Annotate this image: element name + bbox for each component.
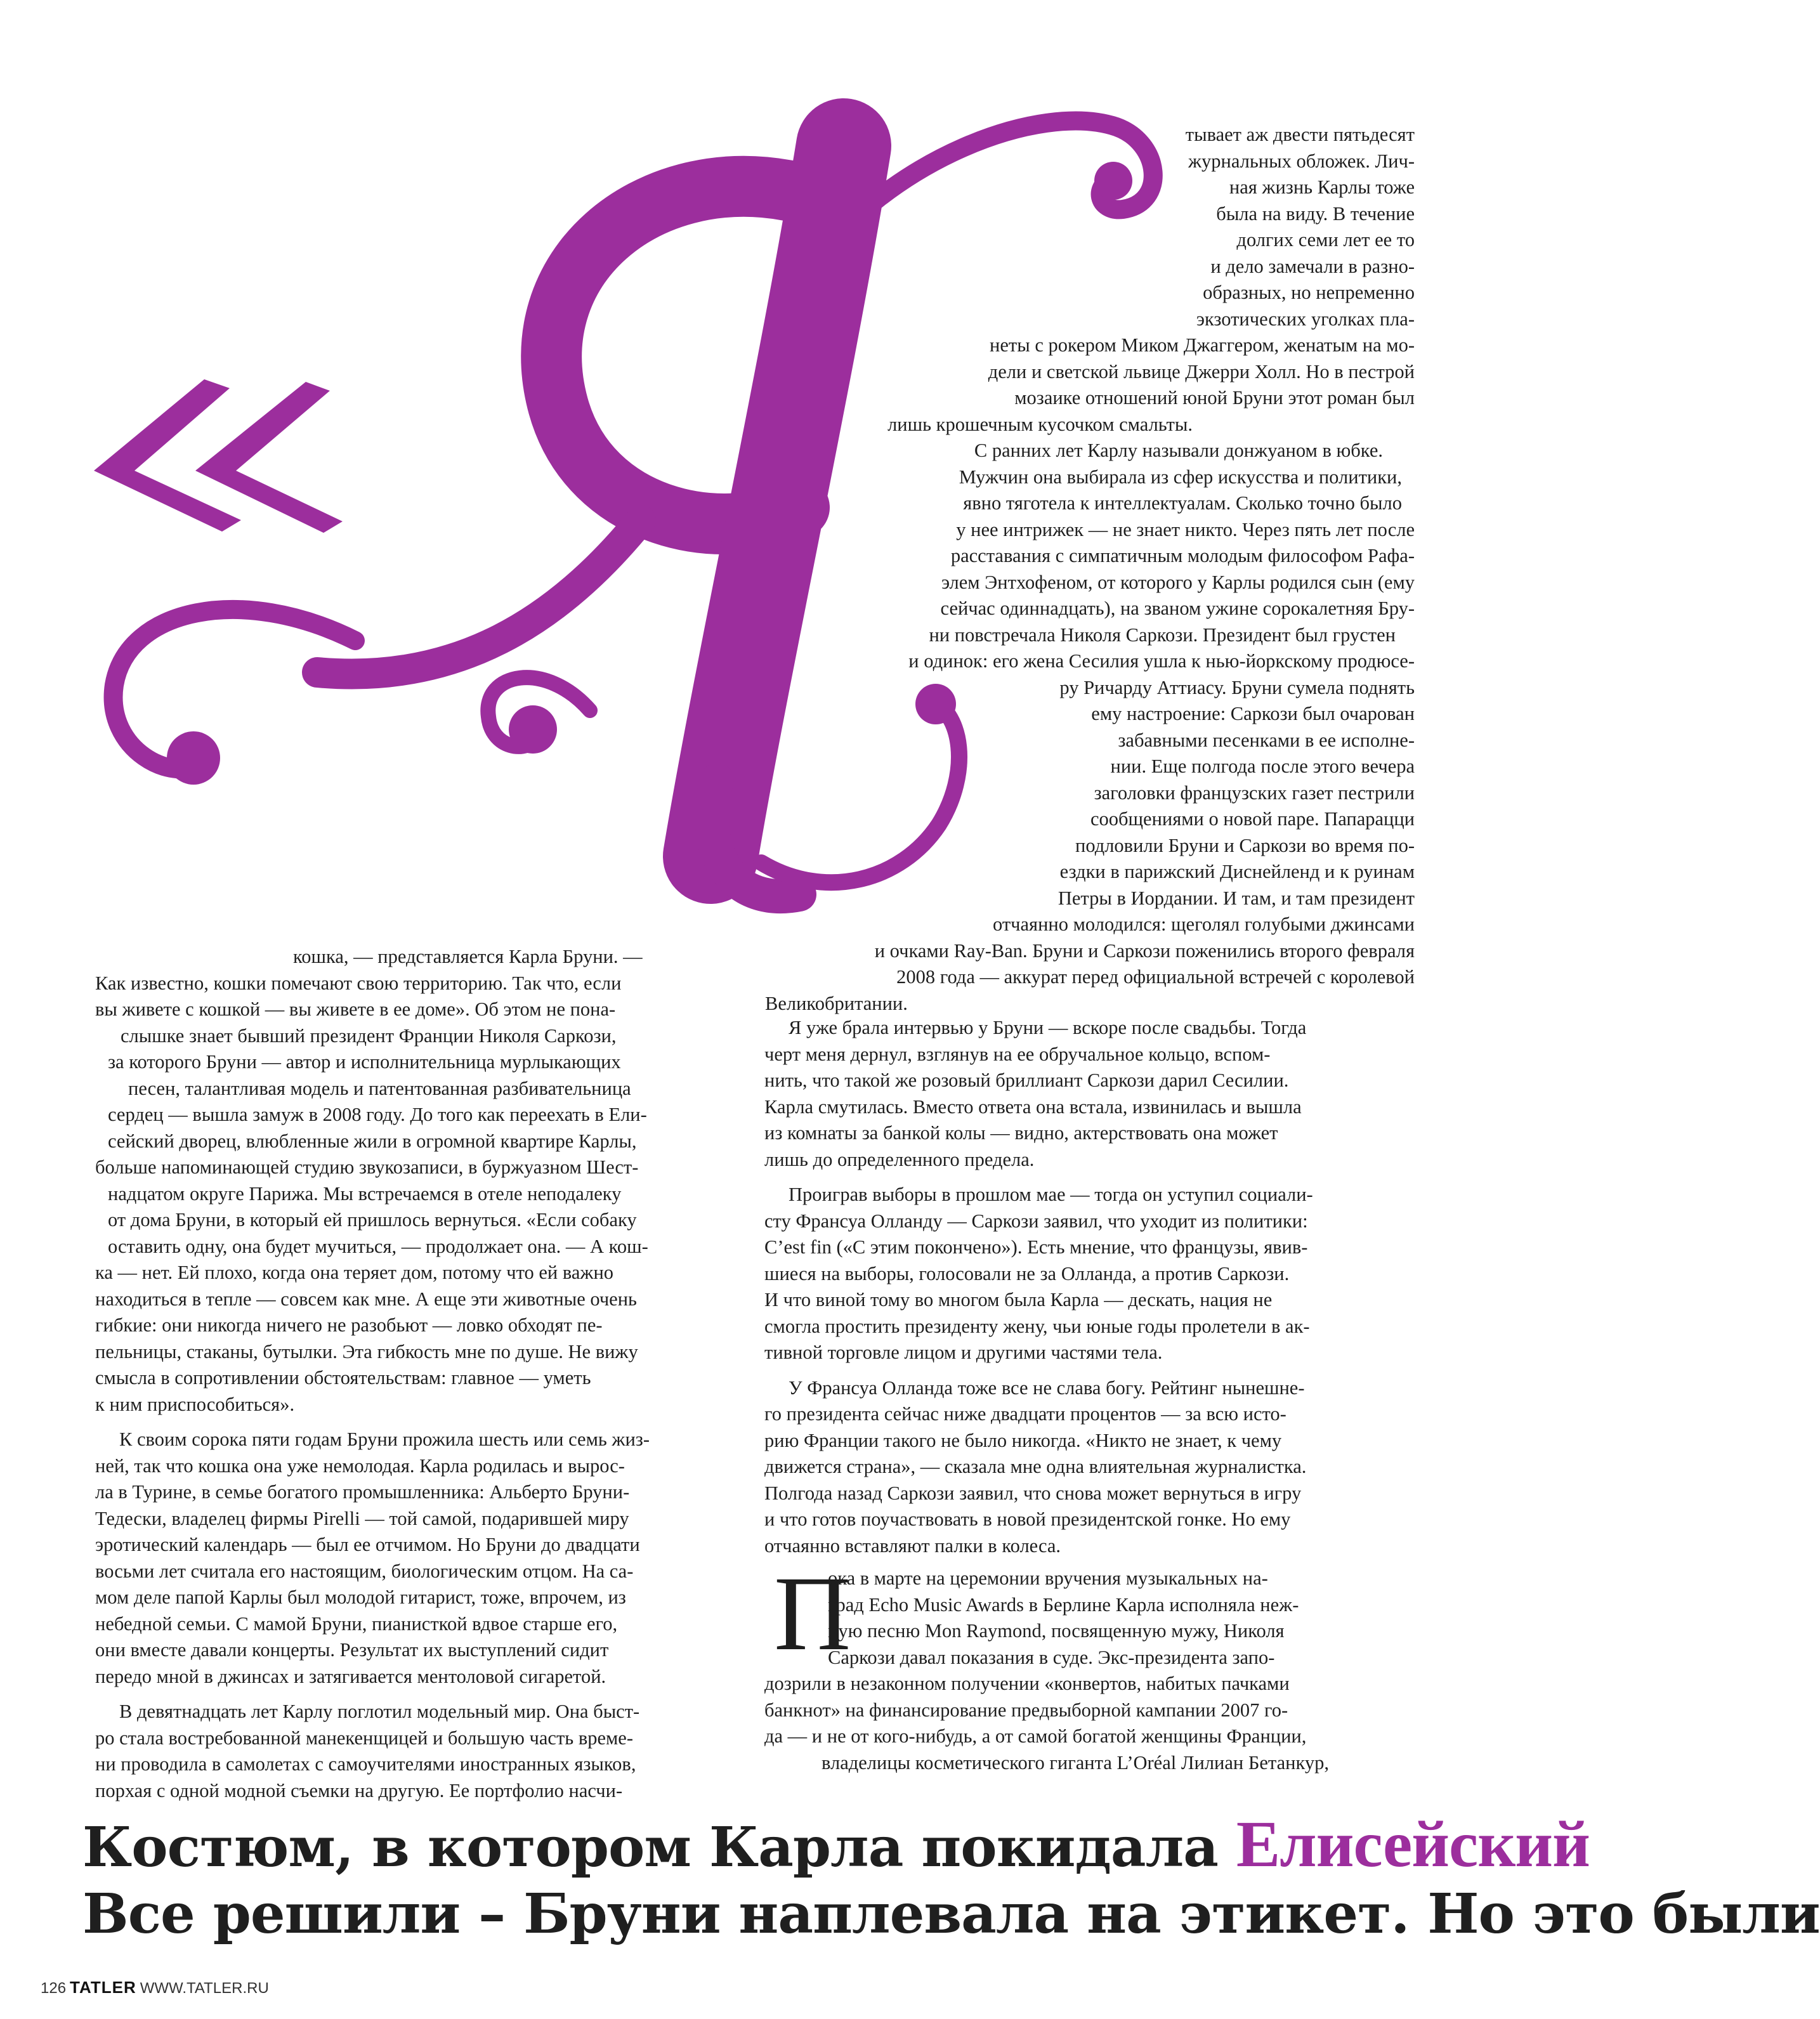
text-line: нии. Еще полгода после этого вечера (1110, 755, 1415, 777)
text-line: сейский дворец, влюбленные жили в огромной квартире Карлы, (108, 1130, 637, 1152)
text-line: из комнаты за банкой колы — видно, актерствовать она может (764, 1122, 1278, 1144)
text-line: сердец — вышла замуж в 2008 году. До того как переехать в Ели- (108, 1104, 647, 1125)
text-line: смогла простить президенту жену, чьи юные годы пролетели в ак- (764, 1315, 1310, 1337)
text-line: сообщениями о новой паре. Папарацци (1090, 808, 1415, 830)
text-line: тивной торговле лицом и другими частями тела. (764, 1342, 1163, 1363)
pull-quote-line-2 (82, 1883, 1820, 1946)
text-line: образных, но непременно (1203, 282, 1415, 303)
text-line: к ним приспособиться». (95, 1393, 295, 1415)
text-line: дели и светской львице Джерри Холл. Но в пестрой (988, 360, 1415, 382)
text-line: град Echo Music Awards в Берлине Карла исполняла неж- (828, 1593, 1299, 1616)
text-line: Саркози давал показания в суде. Экс-президента запо- (828, 1646, 1275, 1668)
text-line: владелицы косметического гиганта L’Oréal Лилиан Бетанкур, (822, 1751, 1329, 1774)
pull-quote-text: Костюм, в котором Карла покидала (82, 1815, 1236, 1879)
pull-quote-line-1 (82, 1808, 1590, 1881)
text-line: лишь крошечным кусочком смальты. (887, 413, 1193, 435)
text-line: элем Энтхофеном, от которого у Карлы родился сын (ему (941, 571, 1415, 593)
text-line: ру Ричарду Аттиасу. Бруни сумела поднять (1059, 676, 1415, 698)
text-line: за которого Бруни — автор и исполнительница мурлыкающих (108, 1051, 621, 1073)
text-line: ка — нет. Ей плохо, когда она теряет дом, потому что ей важно (95, 1262, 614, 1283)
text-line: ней, так что кошка она уже немолодая. Карла родилась и вырос- (95, 1454, 625, 1477)
text-line: отчаянно молодился: щеголял голубыми джинсами (992, 913, 1415, 935)
text-line: ла в Турине, в семье богатого промышленника: Альберто Бруни- (95, 1481, 630, 1503)
column-right-top (730, 122, 1415, 1017)
text-line: расставания с симпатичным молодым философом Рафа- (950, 545, 1415, 566)
text-line: Мужчин она выбирала из сфер искусства и политики, (959, 466, 1402, 488)
text-line: Карла смутилась. Вместо ответа она встала, извинилась и вышла (764, 1095, 1302, 1118)
text-line: восьми лет считала его настоящим, биологическим отцом. На са- (95, 1560, 634, 1582)
dropcap-p: П (774, 1555, 851, 1673)
text-line: небедной семьи. С мамой Бруни, пианисткой вдвое старше его, (95, 1612, 618, 1635)
text-line: банкнот» на финансирование предвыборной кампании 2007 го- (764, 1699, 1288, 1721)
text-line: подловили Бруни и Саркози во время по- (1075, 834, 1415, 856)
text-line: долгих семи лет ее то (1236, 229, 1415, 251)
text-line: передо мной в джинсах и затягивается ментоловой сигаретой. (95, 1665, 606, 1687)
text-line: У Франсуа Олланда тоже все не слава богу. Рейтинг нынешне- (789, 1376, 1305, 1399)
text-line: ро стала востребованной манекенщицей и большую часть време- (95, 1727, 633, 1749)
text-line: эротический календарь — был ее отчимом. Но Бруни до двадцати (95, 1534, 640, 1555)
text-line: явно тяготела к интеллектуалам. Сколько точно было (963, 492, 1402, 514)
text-line: неты с рокером Миком Джаггером, женатым на мо- (990, 334, 1415, 356)
text-line: черт меня дернул, взглянув на ее обручальное кольцо, вспом- (764, 1043, 1271, 1065)
pull-quote-accent: Елисейский (1236, 1808, 1590, 1881)
text-line: забавными песенками в ее исполне- (1118, 729, 1415, 751)
text-line: и одинок: его жена Сесилия ушла к нью-йоркскому продюсе- (908, 650, 1415, 672)
text-line: К своим сорока пяти годам Бруни прожила шесть или семь жиз- (119, 1428, 650, 1450)
text-line: пельницы, стаканы, бутылки. Эта гибкость мне по душе. Не вижу (95, 1340, 638, 1362)
text-line: движется страна», — сказала мне одна влиятельная журналистка. (764, 1456, 1307, 1477)
text-line: 2008 года — аккурат перед официальной встречей с королевой (896, 966, 1415, 988)
text-line: журнальных обложек. Лич- (1188, 150, 1415, 172)
text-line: лишь до определенного предела. (764, 1148, 1035, 1170)
text-line: Полгода назад Саркози заявил, что снова может вернуться в игру (764, 1482, 1302, 1504)
text-line: ока в марте на церемонии вручения музыкальных на- (828, 1567, 1268, 1589)
text-line: да — и не от кого-нибудь, а от самой богатой женщины Франции, (764, 1725, 1307, 1747)
text-line: Я уже брала интервью у Бруни — вскоре после свадьбы. Тогда (789, 1017, 1307, 1038)
column-right-bottom (764, 1015, 1415, 1559)
text-line: мом деле папой Карлы был молодой гитарист, тоже, впрочем, из (95, 1586, 626, 1608)
text-line: надцатом округе Парижа. Мы встречаемся в отеле неподалеку (108, 1182, 622, 1205)
text-line: отчаянно вставляют палки в колеса. (764, 1534, 1061, 1557)
page-footer (41, 1978, 269, 1997)
text-line: и дело замечали в разно- (1210, 255, 1415, 277)
text-line: они вместе давали концерты. Результат их выступлений сидит (95, 1639, 609, 1661)
text-line: мозаике отношений юной Бруни этот роман был (1014, 387, 1415, 408)
text-line: го президента сейчас ниже двадцати процентов — за всю исто- (764, 1403, 1286, 1425)
text-line: сейчас одиннадцать), на званом ужине сорокалетняя Бру- (940, 598, 1415, 619)
text-line: ему настроение: Саркози был очарован (1091, 703, 1415, 724)
text-line: была на виду. В течение (1216, 202, 1415, 225)
text-line: и очками Ray-Ban. Бруни и Саркози поженились второго февраля (874, 939, 1415, 962)
magazine-url[interactable]: WWW.TATLER.RU (140, 1980, 269, 1997)
text-line: Тедески, владелец фирмы Pirelli — той самой, подарившей миру (95, 1507, 629, 1529)
text-line: и что готов поучаствовать в новой президентской гонке. Но ему (764, 1508, 1291, 1530)
text-line: порхая с одной модной съемки на другую. Ее портфолио насчи- (95, 1779, 623, 1801)
text-line: слышке знает бывший президент Франции Николя Саркози, (121, 1024, 617, 1047)
text-line: В девятнадцать лет Карлу поглотил модельный мир. Она быст- (119, 1701, 640, 1722)
text-line: C’est fin («С этим покончено»). Есть мнение, что французы, явив- (764, 1236, 1308, 1258)
text-line: Великобритании. (765, 992, 908, 1014)
text-line: С ранних лет Карлу называли донжуаном в юбке. (974, 440, 1383, 461)
text-line: от дома Бруни, в который ей пришлось вернуться. «Если собаку (108, 1209, 637, 1231)
page-number: 126 (41, 1980, 67, 1997)
text-line: нить, что такой же розовый бриллиант Саркози дарил Сесилии. (764, 1069, 1289, 1091)
column-left (95, 944, 730, 1804)
text-line: ни повстречала Николя Саркози. Президент был грустен (929, 624, 1396, 646)
text-line: смысла в сопротивлении обстоятельствам: главное — уметь (95, 1367, 591, 1388)
text-line: дозрили в незаконном получении «конвертов, набитых пачками (764, 1673, 1290, 1694)
text-line: вы живете с кошкой — вы живете в ее доме». Об этом не пона- (95, 998, 616, 1020)
text-line: Петры в Иордании. И там, и там президент (1057, 887, 1415, 909)
text-line: заголовки французских газет пестрили (1094, 781, 1415, 804)
text-line: ная жизнь Карлы тоже (1229, 176, 1415, 198)
text-line: песен, талантливая модель и патентованная разбивательница (128, 1077, 631, 1099)
text-line: оставить одну, она будет мучиться, — продолжает она. — А кош- (108, 1235, 648, 1257)
magazine-name: TATLER (70, 1978, 136, 1997)
text-line: шиеся на выборы, голосовали не за Олланда, а против Саркози. (764, 1262, 1290, 1284)
text-line: экзотических уголках пла- (1196, 308, 1415, 330)
text-line: сту Франсуа Олланду — Саркози заявил, что уходит из политики: (764, 1210, 1308, 1232)
text-line: кошка, — представляется Карла Бруни. — (293, 946, 643, 967)
text-line: Проиграв выборы в прошлом мае — тогда он уступил социали- (789, 1184, 1313, 1205)
quote-mark-icon (94, 379, 343, 533)
column-right-p-paragraph (764, 1565, 1415, 1776)
pull-quote-text: Все решили – Бруни наплевала на этикет. Но это были (82, 1882, 1820, 1946)
text-line: Как известно, кошки помечают свою территорию. Так что, если (95, 972, 622, 994)
text-line: больше напоминающей студию звукозаписи, в буржуазном Шест- (95, 1156, 639, 1178)
text-line: ездки в парижский Диснейленд и к руинам (1059, 861, 1415, 882)
text-line: рию Франции такого не было никогда. «Никто не знает, к чему (764, 1429, 1282, 1451)
text-line: тывает аж двести пятьдесят (1185, 124, 1415, 145)
text-line: гибкие: они никогда ничего не разобьют — ловко обходят пе- (95, 1314, 603, 1336)
text-line: у нее интрижек — не знает никто. Через пять лет после (956, 518, 1415, 540)
text-line: ную песню Mon Raymond, посвященную мужу, Николя (828, 1620, 1285, 1642)
text-line: ни проводила в самолетах с самоучителями иностранных языков, (95, 1753, 636, 1775)
text-line: находиться в тепле — совсем как мне. А еще эти животные очень (95, 1288, 637, 1310)
text-line: И что виной тому во многом была Карла — дескать, нация не (764, 1289, 1273, 1310)
